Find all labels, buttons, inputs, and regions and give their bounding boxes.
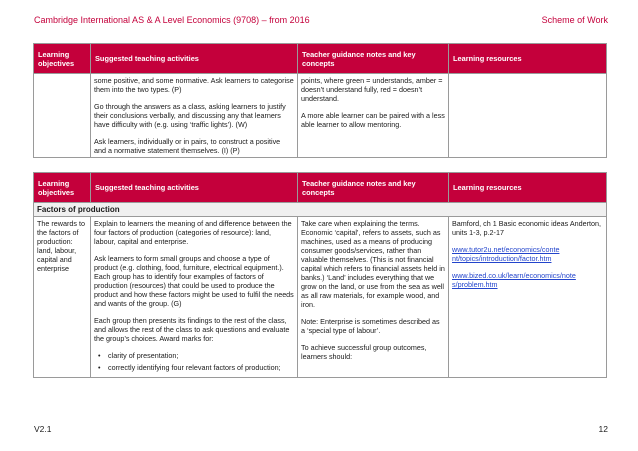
activities-cell <box>91 74 298 158</box>
header-learning-resources: Learning resources <box>449 44 607 74</box>
resource-link-bized[interactable]: www.bized.co.uk/learn/economics/note s/problem.htm <box>452 271 576 289</box>
guidance-cell <box>298 74 449 158</box>
activity-paragraph: Ask learners to form small groups and choose a type of product (e.g. clothing, food, furniture, electrical equipment.). Each group has to identify four examples of factors of production (resources) that could be used to produce the product and how these factors might be used to fulfil the needs and wants of the group. (G) <box>94 254 294 308</box>
marking-criteria-list <box>94 351 294 372</box>
table-row <box>34 217 607 378</box>
activity-paragraph: Each group then presents its findings to the rest of the class, and allows the rest of the class to ask questions and evaluate the group’s choices. Award marks for: <box>94 316 290 343</box>
header-guidance-notes: Teacher guidance notes and key concepts <box>298 173 449 203</box>
header-learning-objectives: Learning objectives <box>34 173 91 203</box>
scheme-table-continued <box>33 43 607 158</box>
scheme-table-factors <box>33 172 607 378</box>
header-teaching-activities: Suggested teaching activities <box>91 173 298 203</box>
activity-paragraph: Go through the answers as a class, asking learners to justify their conclusions verbally, and discussing any that learners have difficulty with (e.g. using ‘traffic lights’). (W) <box>94 102 286 129</box>
guidance-paragraph: Take care when explaining the terms. Economic ‘capital’, refers to assets, such as machines, used as a means of producing consumer goods/services, rather than valuable themselves. (This is not financial capital which refers to financial assets held in banks.) ‘Land’ includes everything that we grow on the land, or use from the sea as well as all raw materials, for example wood, and iron. <box>301 219 445 309</box>
header-guidance-notes: Teacher guidance notes and key concepts <box>298 44 449 74</box>
objective-cell: The rewards to the factors of production: land, labour, capital and enterprise <box>34 217 91 378</box>
header-teaching-activities: Suggested teaching activities <box>91 44 298 74</box>
header-learning-objectives: Learning objectives <box>34 44 91 74</box>
guidance-paragraph: points, where green = understands, amber = doesn’t understand fully, red = doesn’t understand. <box>301 76 443 103</box>
header-learning-resources: Learning resources <box>449 173 607 203</box>
objective-cell <box>34 74 91 158</box>
section-heading-row <box>34 203 607 217</box>
activities-cell <box>91 217 298 378</box>
resources-cell <box>449 74 607 158</box>
activity-paragraph: Explain to learners the meaning of and difference between the four factors of production (categories of resource): land, labour, capital and enterprise. <box>94 219 292 246</box>
document-header-label: Scheme of Work <box>541 15 608 25</box>
footer-page-number: 12 <box>598 424 608 434</box>
list-item-text: correctly identifying four relevant factors of production; <box>108 363 281 372</box>
guidance-paragraph: Note: Enterprise is sometimes described as a ‘special type of labour’. <box>301 317 440 335</box>
section-heading: Factors of production <box>34 203 607 217</box>
resources-cell <box>449 217 607 378</box>
document-header-title: Cambridge International AS & A Level Economics (9708) – from 2016 <box>34 15 310 25</box>
list-item: • clarity of presentation; <box>98 351 179 360</box>
resource-link-tutor2u[interactable]: www.tutor2u.net/economics/conte nt/topics/introduction/factor.htm <box>452 245 560 263</box>
table-row <box>34 74 607 158</box>
table-header-row <box>34 44 607 74</box>
guidance-cell <box>298 217 449 378</box>
footer-version: V2.1 <box>34 424 52 434</box>
list-item: • correctly identifying four relevant factors of production; <box>98 363 281 372</box>
guidance-paragraph: A more able learner can be paired with a less able learner to allow mentoring. <box>301 111 445 129</box>
list-item-text: clarity of presentation; <box>108 351 179 360</box>
resource-book-reference: Bamford, ch 1 Basic economic ideas Anderton, units 1-3, p.2-17 <box>452 219 602 237</box>
activity-paragraph: some positive, and some normative. Ask learners to categorise them into the two types. (P) <box>94 76 294 94</box>
table-header-row <box>34 173 607 203</box>
guidance-paragraph: To achieve successful group outcomes, learners should: <box>301 343 427 361</box>
activity-paragraph: Ask learners, individually or in pairs, to construct a positive and a normative statement themselves. (I) (P) <box>94 137 281 155</box>
